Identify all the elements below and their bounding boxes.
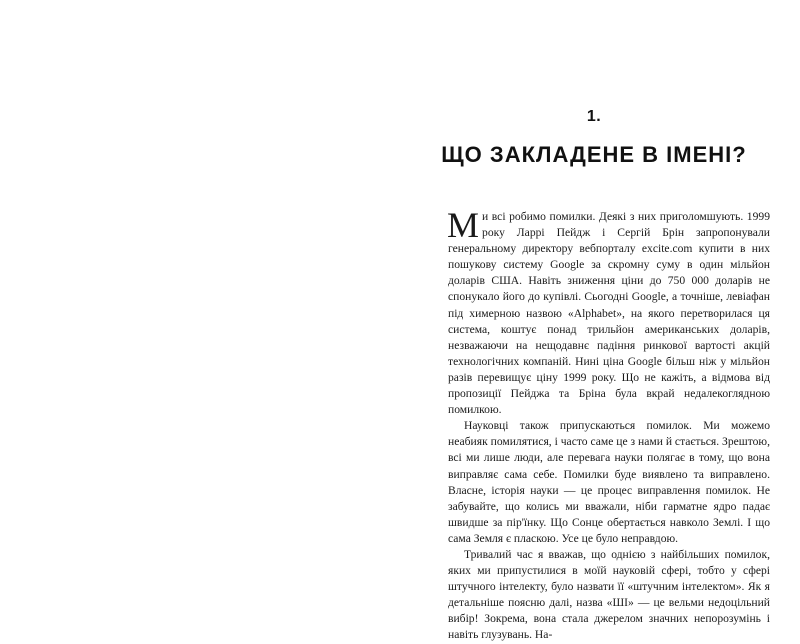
drop-cap: М [447, 205, 480, 245]
paragraph-2: Науковці також припускаються помилок. Ми можемо неабияк помилятися, і часто саме це з нами й стається. Зрештою, всі ми лише люди, але перевага науки полягає в тому, що вона виправляє сама себе. Помилки буде виявлено та виправлено. Власне, історія науки — це процес виправлення помилок. Не забувайте, що колись ми вважали, ніби гарматне ядро падає швидше за пір'їнку. Що Сонце обертається навколо Землі. І що сама Земля є пласкою. Усе це було неправдою. [448, 419, 770, 545]
left-page [0, 0, 400, 569]
paragraph-3: Тривалий час я вважав, що однією з найбільших помилок, яких ми припустилися в моїй науковій сфері, тобто у сфері штучного інтелекту, було назвати її «штучним інтелектом». Як я детальніше поясню далі, назва «ШІ» — це вельми недоцільний вибір! Зокрема, вона стала джерелом значних непорозумінь і навіть глузувань. На- [448, 547, 770, 642]
chapter-number: 1. [586, 108, 602, 125]
chapter-title: ЩО ЗАКЛАДЕНЕ В ІМЕНІ? [441, 142, 747, 167]
chapter-body [447, 205, 770, 644]
paragraph-1 [447, 205, 770, 418]
paragraph-1-text: и всі робимо помилки. Деякі з них приголомшують. 1999 року Ларрі Пейдж і Сергій Брін запропонували генеральному директору вебпорталу excite.com купити в них пошукову систему Google за скромну суму в один мільйон доларів США. Навіть зниження ціни до 750 000 доларів не спонукало його до купівлі. Сьогодні Google, а точніше, левіафан під химерною назвою «Alphabet», на якого перетворилася ця система, коштує понад трильйон американських доларів, незважаючи на нещодавнє падіння ринкової вартості акцій технологічних компаній. Нині ціна Google більш ніж у мільйон разів перевищує ціну 1999 року. Що не кажіть, а відмова від пропозиції Пейджа та Бріна була вкрай недалекоглядною помилкою. [448, 210, 770, 417]
